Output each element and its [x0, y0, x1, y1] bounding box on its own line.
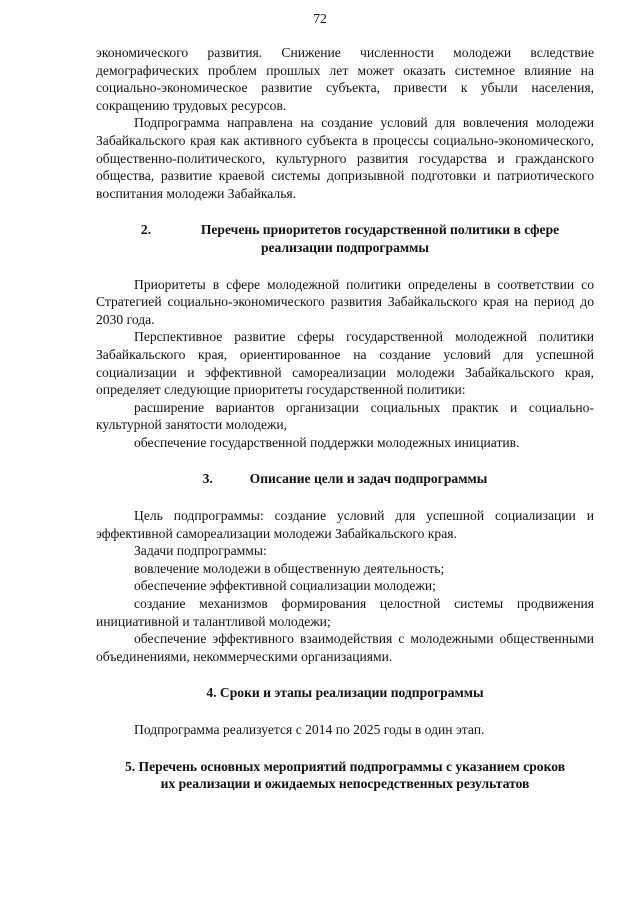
- section-3-paragraph-1: Цель подпрограммы: создание условий для успешной социализации и эффективной самореализации молодежи Забайкальского края.: [96, 508, 594, 541]
- section-5-title-line-2: их реализации и ожидаемых непосредственных результатов: [160, 776, 530, 792]
- section-3-paragraph-3: вовлечение молодежи в общественную деятельность;: [134, 560, 445, 576]
- section-2-title-line-2: реализации подпрограммы: [260, 239, 430, 255]
- section-2-number: 2.: [140, 222, 152, 238]
- section-4-heading: 4. Сроки и этапы реализации подпрограммы: [206, 685, 484, 701]
- intro-paragraph-1: экономического развития. Снижение численности молодежи вследствие демографических проблем прошлых лет может оказать системное влияние на социально-экономическое развитие субъекта, привести к убыли населения, сокращению трудовых ресурсов.: [96, 45, 594, 113]
- section-5-title-line-1: 5. Перечень основных мероприятий подпрограммы с указанием сроков: [124, 758, 566, 774]
- section-3-paragraph-6: обеспечение эффективного взаимодействия с молодежными общественными объединениями, некоммерческими организациями.: [96, 631, 594, 664]
- section-2-paragraph-4: обеспечение государственной поддержки молодежных инициатив.: [134, 434, 520, 450]
- section-3-heading: [96, 470, 594, 488]
- section-2-paragraph-3: расширение вариантов организации социальных практик и социально-культурной занятости молодежи,: [96, 399, 594, 433]
- section-3-paragraph-5: создание механизмов формирования целостной системы продвижения инициативной и талантливой молодежи;: [96, 596, 594, 629]
- section-3-paragraph-4: обеспечение эффективной социализации молодежи;: [134, 578, 436, 594]
- section-2-title-line-1: Перечень приоритетов государственной политики в сфере: [200, 222, 560, 238]
- section-3-title: Описание цели и задач подпрограммы: [249, 471, 488, 487]
- page-number: 72: [313, 11, 327, 26]
- intro-paragraph-2: Подпрограмма направлена на создание условий для вовлечения молодежи Забайкальского края как активного субъекта в процессы социально-экономического, общественно-политического, культурного развития государства и гражданского общества, развитие краевой системы допризывной подготовки и патриотического воспитания молодежи Забайкалья.: [96, 115, 594, 201]
- section-3-number: 3.: [202, 471, 213, 487]
- section-2-paragraph-1: Приоритеты в сфере молодежной политики определены в соответствии со Стратегией социально-экономического развития Забайкальского края на период до 2030 года.: [96, 276, 594, 327]
- document-body: [96, 44, 594, 793]
- section-3-paragraph-2: Задачи подпрограммы:: [134, 543, 267, 559]
- section-4-paragraph-1: Подпрограмма реализуется с 2014 по 2025 годы в один этап.: [134, 722, 485, 737]
- section-2-paragraph-2: Перспективное развитие сферы государственной молодежной политики Забайкальского края, ориентированное на создание условий для успешной социализации и эффективной самореализации молодежи Забайкальского края, определяет следующие приоритеты государственной политики:: [96, 329, 594, 398]
- section-2-heading: [96, 221, 594, 239]
